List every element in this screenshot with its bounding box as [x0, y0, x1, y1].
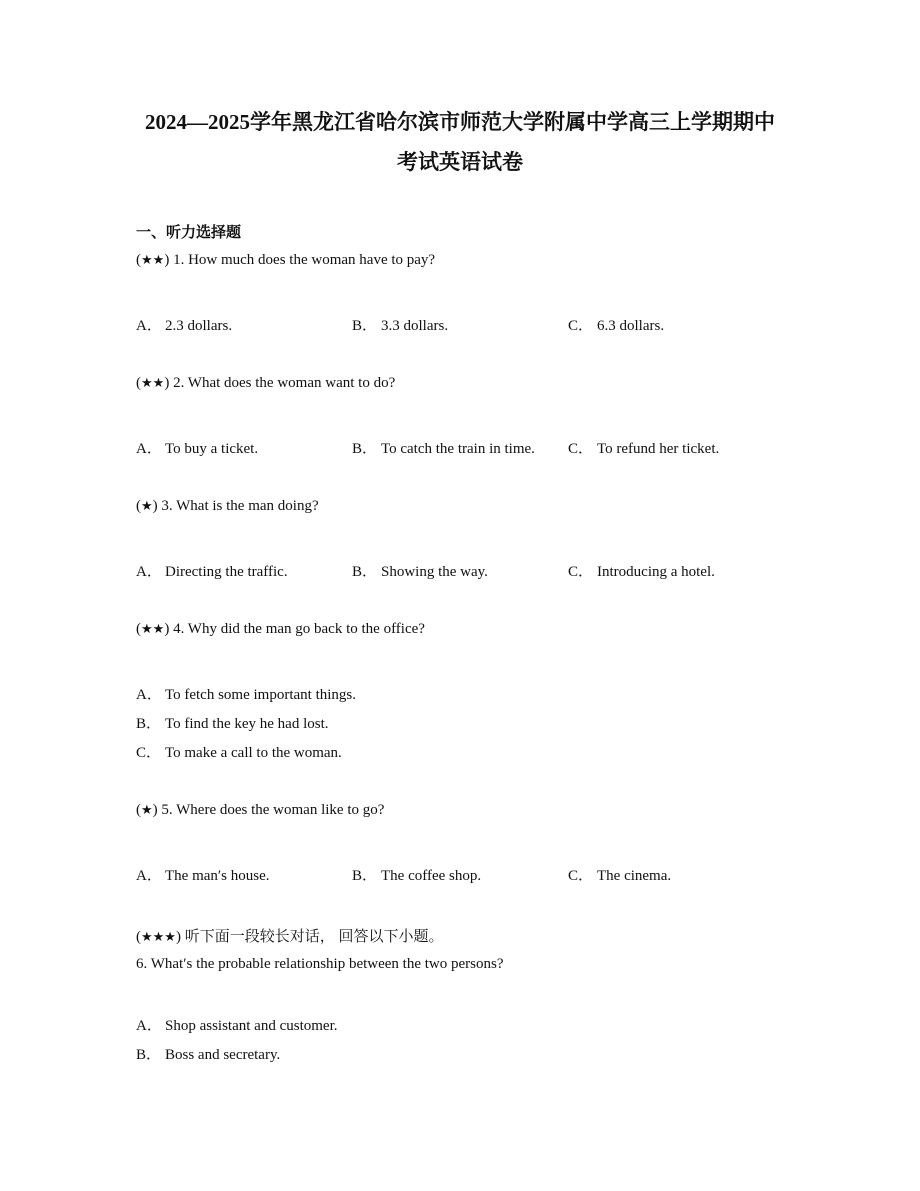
- q6-option-a[interactable]: A． Shop assistant and customer.: [136, 1018, 338, 1034]
- q2-option-b[interactable]: B． To catch the train in time.: [352, 441, 535, 457]
- question-text: 3. What is the man doing?: [161, 498, 319, 514]
- q4-option-a[interactable]: A． To fetch some important things.: [136, 687, 357, 703]
- question-5: (★) 5. Where does the woman like to go?: [136, 802, 385, 818]
- q1-option-c[interactable]: C． 6.3 dollars.: [568, 318, 665, 334]
- q2-option-c[interactable]: C． To refund her ticket.: [568, 441, 720, 457]
- q3-option-c[interactable]: C． Introducing a hotel.: [568, 564, 715, 580]
- exam-title-line2: 考试英语试卷: [397, 150, 523, 174]
- q5-option-a[interactable]: A． The man′s house.: [136, 868, 270, 884]
- q4-option-c[interactable]: C． To make a call to the woman.: [136, 745, 342, 761]
- difficulty-stars: ★★★: [141, 930, 176, 945]
- question-text: 2. What does the woman want to do?: [173, 375, 396, 391]
- question-1: (★★) 1. How much does the woman have to pay?: [136, 252, 436, 268]
- exam-title-line1: 2024—2025学年黑龙江省哈尔滨市师范大学附属中学高三上学期期中: [145, 110, 775, 134]
- question-4: (★★) 4. Why did the man go back to the office?: [136, 621, 425, 637]
- difficulty-stars: ★★: [141, 376, 165, 391]
- q1-option-b[interactable]: B． 3.3 dollars.: [352, 318, 449, 334]
- difficulty-stars: ★: [141, 803, 153, 818]
- section-heading: 一、听力选择题: [136, 225, 242, 241]
- difficulty-stars: ★★: [141, 253, 165, 268]
- instruction-text: 听下面一段较长对话， 回答以下小题。: [184, 929, 444, 945]
- question-3: (★) 3. What is the man doing?: [136, 498, 319, 514]
- question-text: 6. What′s the probable relationship between the two persons?: [136, 956, 504, 972]
- group-instruction: (★★★) 听下面一段较长对话， 回答以下小题。: [136, 929, 444, 945]
- q2-option-a[interactable]: A． To buy a ticket.: [136, 441, 259, 457]
- q5-option-c[interactable]: C． The cinema.: [568, 868, 672, 884]
- question-6: [136, 956, 504, 973]
- question-text: 5. Where does the woman like to go?: [161, 802, 385, 818]
- q1-option-a[interactable]: A． 2.3 dollars.: [136, 318, 233, 334]
- q5-option-b[interactable]: B． The coffee shop.: [352, 868, 482, 884]
- q4-option-b[interactable]: B． To find the key he had lost.: [136, 716, 329, 732]
- difficulty-stars: ★: [141, 499, 153, 514]
- q6-option-b[interactable]: B． Boss and secretary.: [136, 1047, 281, 1063]
- q3-option-b[interactable]: B． Showing the way.: [352, 564, 488, 580]
- question-2: (★★) 2. What does the woman want to do?: [136, 375, 396, 391]
- difficulty-stars: ★★: [141, 622, 165, 637]
- q3-option-a[interactable]: A． Directing the traffic.: [136, 564, 288, 580]
- question-text: 1. How much does the woman have to pay?: [173, 252, 436, 268]
- question-text: 4. Why did the man go back to the office?: [173, 621, 425, 637]
